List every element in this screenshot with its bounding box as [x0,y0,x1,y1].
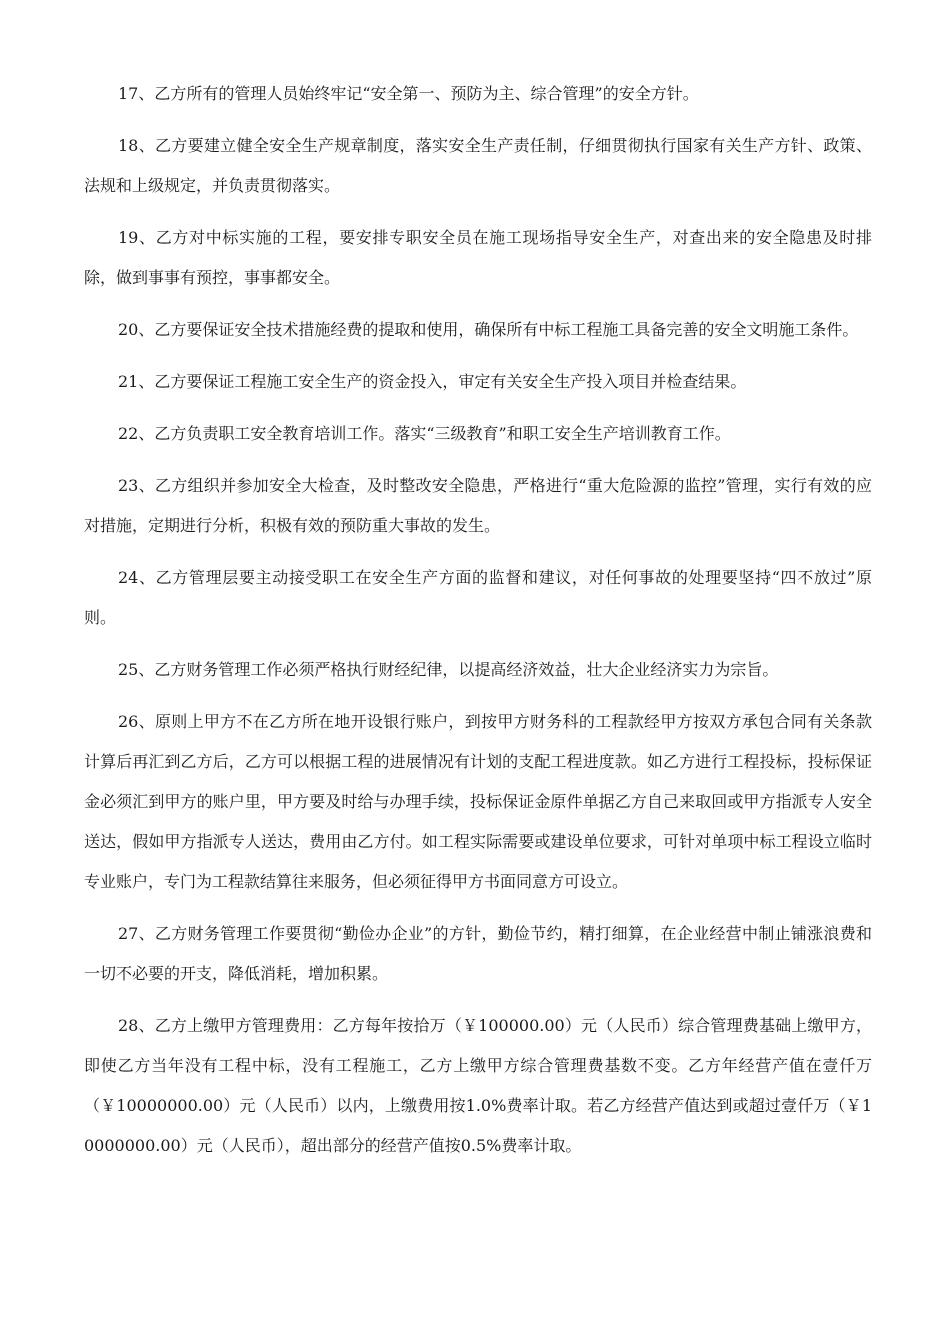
paragraph-28: 28、乙方上缴甲方管理费用：乙方每年按拾万（￥100000.00）元（人民币）综合管理费基础上缴甲方，即使乙方当年没有工程中标，没有工程施工，乙方上缴甲方综合管理费基数不变。乙方年经营产值在壹仟万（￥10000000.00）元（人民币）以内，上缴费用按1.0%费率计取。若乙方经营产值达到或超过壹仟万（￥10000000.00）元（人民币），超出部分的经营产值按0.5%费率计取。 [84,1016,872,1155]
paragraph-24: 24、乙方管理层要主动接受职工在安全生产方面的监督和建议，对任何事故的处理要坚持“四不放过”原则。 [84,568,872,627]
paragraph-21: 21、乙方要保证工程施工安全生产的资金投入，审定有关安全生产投入项目并检查结果。 [118,372,747,391]
paragraph-17: 17、乙方所有的管理人员始终牢记“安全第一、预防为主、综合管理”的安全方针。 [118,84,699,103]
paragraph-25: 25、乙方财务管理工作必须严格执行财经纪律，以提高经济效益，壮大企业经济实力为宗旨。 [118,660,779,679]
document-body [84,74,872,1178]
paragraph-22: 22、乙方负责职工安全教育培训工作。落实“三级教育”和职工安全生产培训教育工作。 [118,424,731,443]
paragraph-18: 18、乙方要建立健全安全生产规章制度，落实安全生产责任制，仔细贯彻执行国家有关生产方针、政策、法规和上级规定，并负责贯彻落实。 [84,136,872,195]
paragraph-23: 23、乙方组织并参加安全大检查，及时整改安全隐患，严格进行“重大危险源的监控”管理，实行有效的应对措施，定期进行分析，积极有效的预防重大事故的发生。 [84,476,872,535]
paragraph-20: 20、乙方要保证安全技术措施经费的提取和使用，确保所有中标工程施工具备完善的安全文明施工条件。 [118,320,859,339]
paragraph-27: 27、乙方财务管理工作要贯彻“勤俭办企业”的方针，勤俭节约，精打细算，在企业经营中制止铺涨浪费和一切不必要的开支，降低消耗，增加积累。 [84,924,872,983]
paragraph-19: 19、乙方对中标实施的工程，要安排专职安全员在施工现场指导安全生产，对查出来的安全隐患及时排除，做到事事有预控，事事都安全。 [84,228,872,287]
paragraph-26: 26、原则上甲方不在乙方所在地开设银行账户，到按甲方财务科的工程款经甲方按双方承包合同有关条款计算后再汇到乙方后，乙方可以根据工程的进展情况有计划的支配工程进度款。如乙方进行工程投标，投标保证金必须汇到甲方的账户里，甲方要及时给与办理手续，投标保证金原件单据乙方自己来取回或甲方指派专人安全送达，假如甲方指派专人送达，费用由乙方付。如工程实际需要或建设单位要求，可针对单项中标工程设立临时专业账户，专门为工程款结算往来服务，但必须征得甲方书面同意方可设立。 [84,712,872,891]
